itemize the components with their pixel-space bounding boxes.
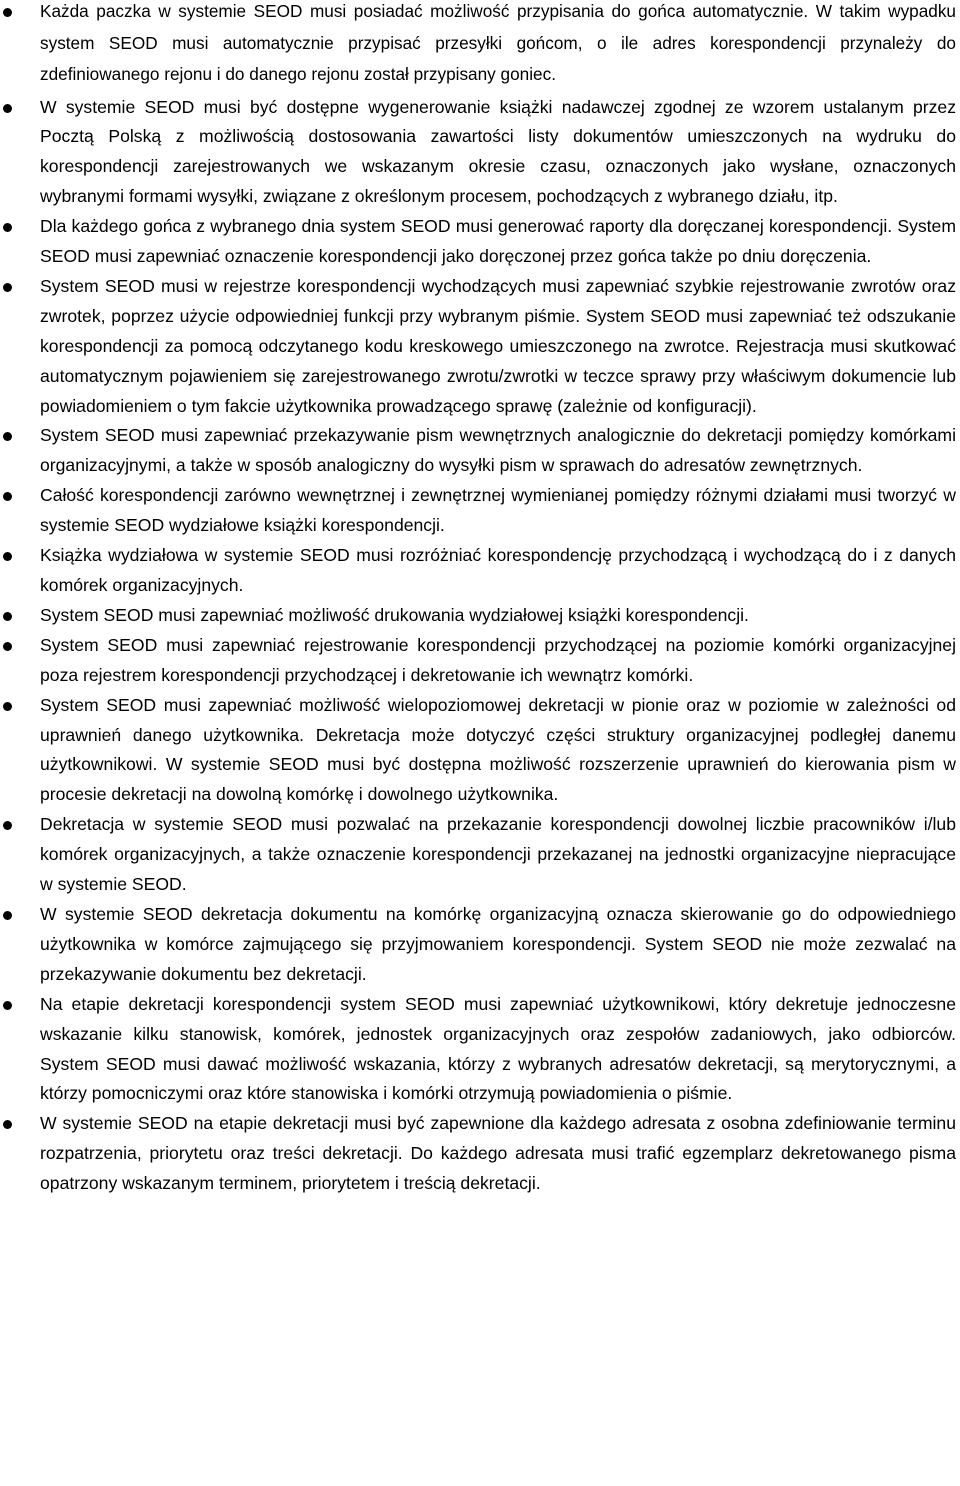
list-item-text: W systemie SEOD dekretacja dokumentu na komórkę organizacyjną oznacza skierowanie go do odpowiedniego użytkownika w komórce zajmującego się przyjmowaniem korespondencji. System SEOD nie może zezwalać na przekazywanie dokumentu bez dekretacji.	[40, 903, 956, 984]
list-item	[0, 481, 960, 541]
bullet-icon	[3, 223, 12, 232]
list-item-text: Każda paczka w systemie SEOD musi posiadać możliwość przypisania do gońca automatycznie. W takim wypadku system SEOD musi automatycznie przypisać przesyłki gońcom, o ile adres korespondencji przynależy do zdefiniowanego rejonu i do danego rejonu został przypisany goniec.	[40, 1, 956, 84]
list-item-text: Na etapie dekretacji korespondencji system SEOD musi zapewniać użytkownikowi, który dekretuje jednoczesne wskazanie kilku stanowisk, komórek, jednostek organizacyjnych oraz zespołów zadaniowych, jako odbiorców. System SEOD musi dawać możliwość wskazania, którzy z wybranych adresatów dekretacji, są merytorycznymi, a którzy pomocniczymi oraz które stanowiska i komórki otrzymują powiadomienia o piśmie.	[40, 993, 956, 1104]
bullet-icon	[3, 821, 12, 830]
list-item-text: System SEOD musi zapewniać rejestrowanie korespondencji przychodzącej na poziomie komórki organizacyjnej poza rejestrem korespondencji przychodzącej i dekretowanie ich wewnątrz komórki.	[40, 634, 956, 685]
list-item	[0, 421, 960, 481]
bullet-icon	[3, 283, 12, 292]
list-item	[0, 1109, 960, 1199]
list-item	[0, 541, 960, 601]
list-item-text: System SEOD musi zapewniać możliwość drukowania wydziałowej książki korespondencji.	[40, 604, 749, 625]
list-item	[0, 272, 960, 422]
list-item-text: Całość korespondencji zarówno wewnętrznej i zewnętrznej wymienianej pomiędzy różnymi działami musi tworzyć w systemie SEOD wydziałowe książki korespondencji.	[40, 485, 956, 536]
list-item	[0, 691, 960, 811]
list-item	[0, 212, 960, 272]
bullet-icon	[3, 612, 12, 621]
list-item-text: System SEOD musi zapewniać przekazywanie pism wewnętrznych analogicznie do dekretacji pomiędzy komórkami organizacyjnymi, a także w sposób analogiczny do wysyłki pism w sprawach do adresatów zewnętrznych.	[40, 425, 956, 476]
list-item	[0, 601, 960, 631]
list-item-text: W systemie SEOD musi być dostępne wygenerowanie książki nadawczej zgodnej ze wzorem ustalanym przez Pocztą Polską z możliwością dostosowania zawartości listy dokumentów umieszczonych na wydruku do korespondencji zarejestrowanych we wskazanym okresie czasu, oznaczonych jako wysłane, oznaczonych wybranymi formami wysyłki, związane z określonym procesem, pochodzących z wybranego działu, itp.	[40, 96, 956, 207]
list-item	[0, 0, 960, 91]
bullet-icon	[3, 911, 12, 920]
list-item-text: Książka wydziałowa w systemie SEOD musi rozróżniać korespondencję przychodzącą i wychodzącą do i z danych komórek organizacyjnych.	[40, 545, 956, 595]
list-item-text: System SEOD musi w rejestrze korespondencji wychodzących musi zapewniać szybkie rejestrowanie zwrotów oraz zwrotek, poprzez użycie odpowiedniej funkcji przy wybranym piśmie. System SEOD musi zapewniać też odszukanie korespondencji za pomocą odczytanego kodu kreskowego umieszczonego na zwrotce. Rejestracja musi skutkować automatycznym pojawieniem się zarejestrowanego zwrotu/zwrotki w teczce sprawy przy właściwym dokumencie lub powiadomieniem o tym fakcie użytkownika prowadzącego sprawę (zależnie od konfiguracji).	[40, 275, 956, 416]
bullet-icon	[3, 1001, 12, 1010]
bullet-icon	[3, 8, 12, 17]
list-item	[0, 990, 960, 1110]
list-item-text: Dla każdego gońca z wybranego dnia system SEOD musi generować raporty dla doręczanej korespondencji. System SEOD musi zapewniać oznaczenie korespondencji jako doręczonej przez gońca także po dniu doręczenia.	[40, 216, 956, 267]
bullet-icon	[3, 492, 12, 501]
list-item	[0, 93, 960, 213]
list-item-text: System SEOD musi zapewniać możliwość wielopoziomowej dekretacji w pionie oraz w poziomie w zależności od uprawnień danego użytkownika. Dekretacja może dotyczyć części struktury organizacyjnej podległej danemu użytkownikowi. W systemie SEOD musi być dostępna możliwość rozszerzenie uprawnień do kierowania pism w procesie dekretacji na dowolną komórkę i dowolnego użytkownika.	[40, 694, 956, 805]
list-item-text: Dekretacja w systemie SEOD musi pozwalać na przekazanie korespondencji dowolnej liczbie pracowników i/lub komórek organizacyjnych, a także oznaczenie korespondencji przekazanej na jednostki organizacyjne niepracujące w systemie SEOD.	[40, 814, 956, 895]
bullet-icon	[3, 1120, 12, 1129]
list-item-text: W systemie SEOD na etapie dekretacji musi być zapewnione dla każdego adresata z osobna zdefiniowanie terminu rozpatrzenia, priorytetu oraz treści dekretacji. Do każdego adresata musi trafić egzemplarz dekretowanego pisma opatrzony wskazanym terminem, priorytetem i treścią dekretacji.	[40, 1113, 956, 1194]
list-item	[0, 810, 960, 900]
bullet-icon	[3, 552, 12, 561]
bullet-icon	[3, 104, 12, 113]
bullet-icon	[3, 702, 12, 711]
bullet-icon	[3, 642, 12, 651]
list-item	[0, 631, 960, 691]
bullet-icon	[3, 432, 12, 441]
list-item	[0, 900, 960, 990]
